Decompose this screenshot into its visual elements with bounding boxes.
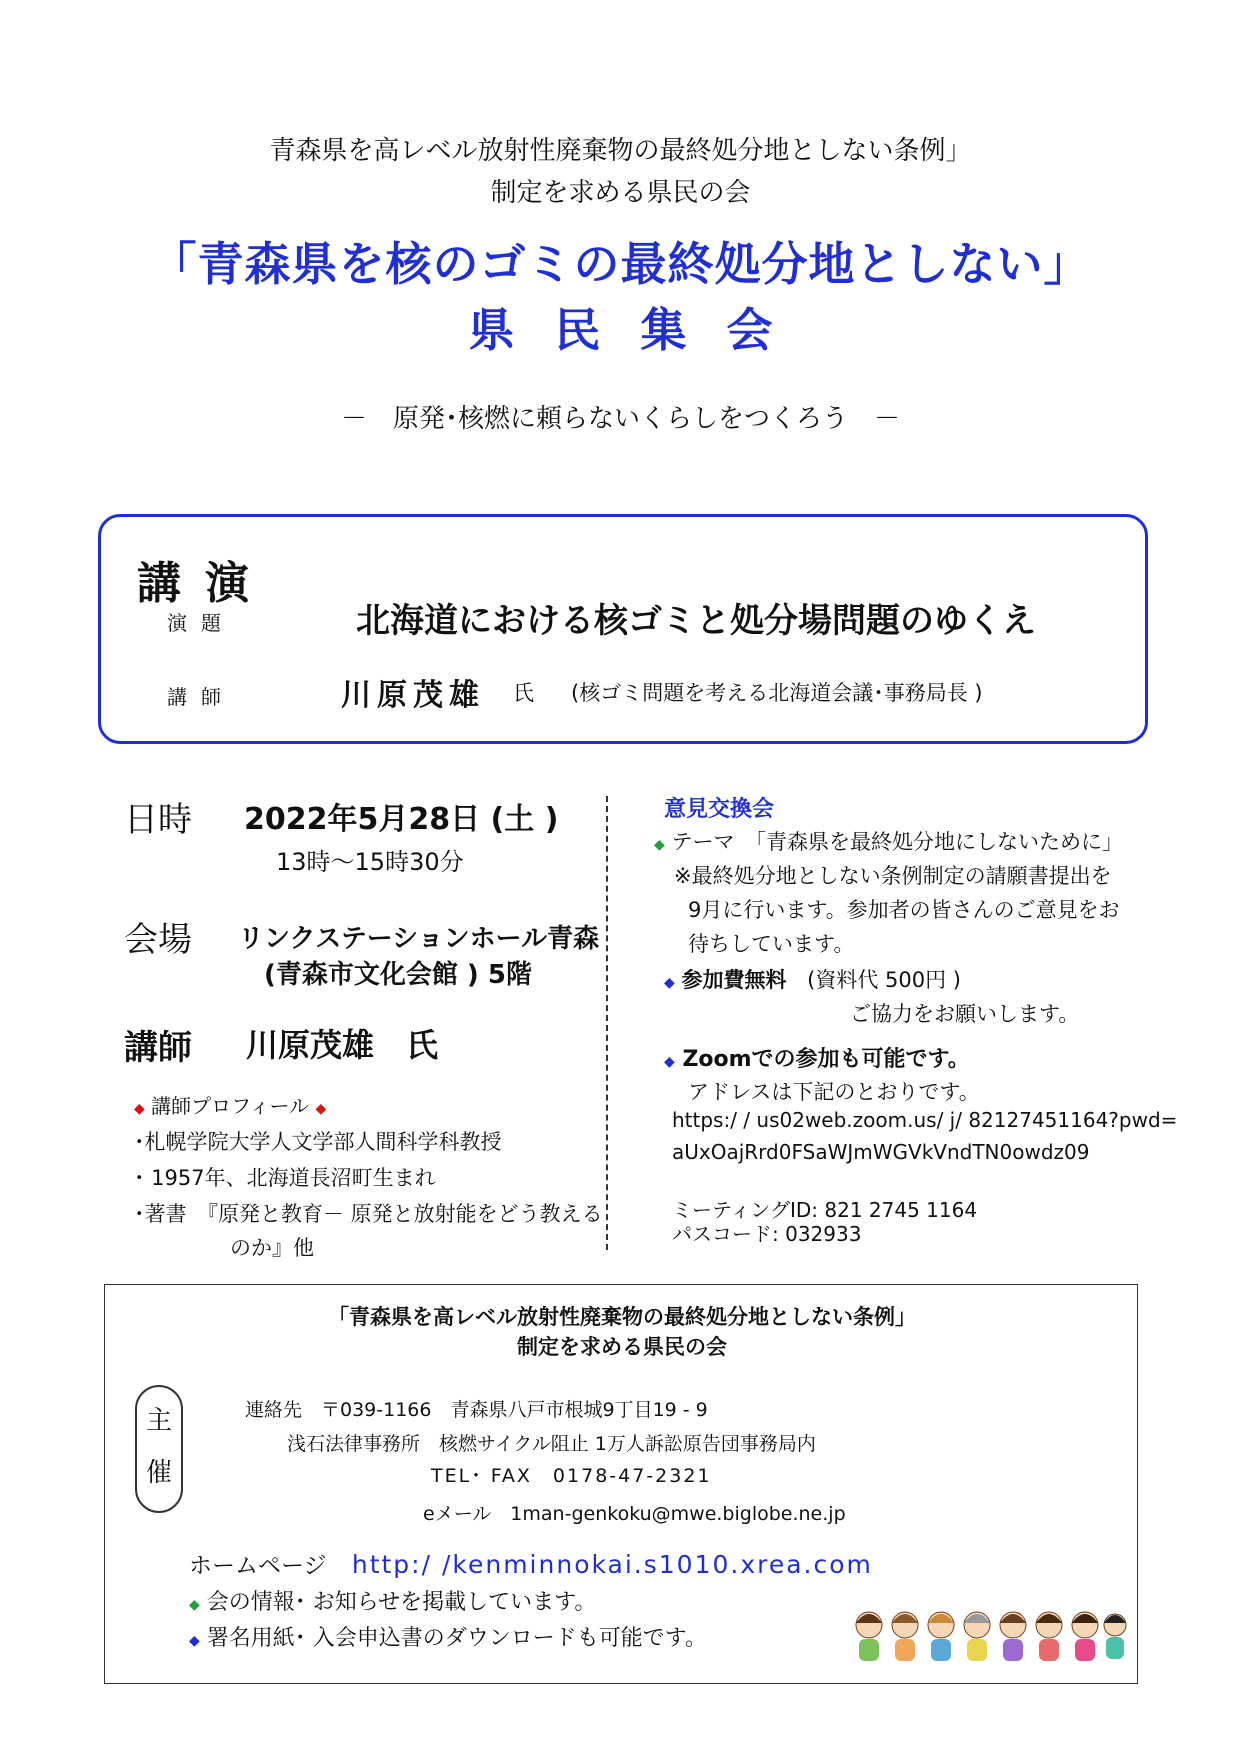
profile-title: ◆ 講師プロフィール ◆ bbox=[134, 1094, 327, 1118]
diamond-green-icon: ◆ bbox=[654, 837, 665, 853]
venue-line2: (青森市文化会館 ) 5階 bbox=[264, 960, 532, 990]
lecture-speaker: 川原茂雄 bbox=[341, 678, 485, 713]
sponsor-char: 主 bbox=[145, 1406, 172, 1436]
passcode: パスコード: 032933 bbox=[672, 1222, 862, 1246]
diamond-blue-icon: ◆ bbox=[189, 1633, 200, 1649]
exchange-note: 9月に行います。参加者の皆さんのご意見をお bbox=[688, 898, 1120, 922]
event-date: 2022年5月28日 (土 ) bbox=[244, 802, 559, 837]
footer-note2: ◆ 署名用紙･ 入会申込書のダウンロードも可能です。 bbox=[189, 1626, 708, 1651]
event-subtitle: － 原発･核燃に頼らないくらしをつくろう － bbox=[340, 404, 900, 434]
diamond-blue-icon: ◆ bbox=[664, 1054, 675, 1070]
fee-line: ◆ 参加費無料 (資料代 500円 ) bbox=[664, 968, 961, 992]
contact-tel: TEL･ FAX 0178-47-2321 bbox=[431, 1465, 712, 1487]
profile-item: ･著書 『原発と教育－ 原発と放射能をどう教える bbox=[134, 1202, 603, 1226]
child-figure bbox=[892, 1612, 918, 1661]
footer-note1: ◆ 会の情報･ お知らせを掲載しています。 bbox=[189, 1590, 597, 1615]
topic-label: 演題 bbox=[167, 611, 235, 635]
sponsor-char: 催 bbox=[145, 1458, 172, 1488]
footer-org-line1: 「青森県を高レベル放射性廃棄物の最終処分地としない条例」 bbox=[328, 1305, 916, 1329]
lecture-topic: 北海道における核ゴミと処分場問題のゆくえ bbox=[356, 601, 1036, 641]
profile-item: ･ 1957年、北海道長沼町生まれ bbox=[134, 1166, 436, 1190]
speaker-label-2: 講師 bbox=[124, 1028, 192, 1068]
profile-item: ･札幌学院大学人文学部人間科学科教授 bbox=[134, 1130, 502, 1154]
footer-box bbox=[104, 1284, 1138, 1684]
event-title: 「青森県を核のゴミの最終処分地としない」 bbox=[150, 237, 1091, 291]
child-figure bbox=[1000, 1612, 1026, 1661]
homepage-link[interactable]: http:/ /kenminnokai.s1010.xrea.com bbox=[351, 1550, 873, 1579]
contact-address: 連絡先 〒039-1166 青森県八戸市根城9丁目19 - 9 bbox=[245, 1399, 708, 1421]
children-illustration bbox=[847, 1603, 1127, 1671]
homepage-line: ホームページ http:/ /kenminnokai.s1010.xrea.com bbox=[189, 1550, 873, 1579]
zoom-address-label: アドレスは下記のとおりです。 bbox=[688, 1080, 980, 1104]
speaker-name-2: 川原茂雄 氏 bbox=[246, 1026, 439, 1064]
exchange-title: 意見交換会 bbox=[664, 797, 775, 822]
column-divider bbox=[606, 796, 608, 1250]
speaker-label: 講師 bbox=[167, 685, 235, 709]
zoom-url-cont[interactable]: aUxOajRrd0FSaWJmWGVkVndTN0owdz09 bbox=[672, 1140, 1090, 1164]
organizer-line2: 制定を求める県民の会 bbox=[490, 178, 751, 208]
diamond-red-icon: ◆ bbox=[134, 1101, 145, 1117]
contact-email[interactable]: eメール 1man-genkoku@mwe.biglobe.ne.jp bbox=[423, 1503, 846, 1525]
event-time: 13時～15時30分 bbox=[276, 848, 464, 876]
venue-label: 会場 bbox=[124, 920, 192, 960]
exchange-note: 待ちしています。 bbox=[688, 932, 855, 956]
event-title-assembly: 県民集会 bbox=[468, 303, 813, 357]
child-figure bbox=[1072, 1612, 1098, 1661]
sponsor-badge bbox=[135, 1385, 183, 1513]
contact-office: 浅石法律事務所 核燃サイクル阻止 1万人訴訟原告団事務局内 bbox=[287, 1433, 816, 1455]
child-figure bbox=[1104, 1614, 1126, 1659]
child-figure bbox=[1036, 1612, 1062, 1661]
meeting-id: ミーティングID: 821 2745 1164 bbox=[672, 1198, 978, 1222]
child-figure bbox=[964, 1612, 990, 1661]
fee-request: ご協力をお願いします。 bbox=[850, 1002, 1080, 1026]
diamond-green-icon: ◆ bbox=[189, 1597, 200, 1613]
venue-line1: リンクステーションホール青森 bbox=[238, 924, 600, 954]
zoom-url[interactable]: https:/ / us02web.zoom.us/ j/ 82127451164?pwd= bbox=[672, 1108, 1178, 1132]
lecture-heading: 講演 bbox=[137, 558, 273, 609]
datetime-label: 日時 bbox=[124, 800, 192, 840]
exchange-note: ※最終処分地としない条例制定の請願書提出を bbox=[674, 864, 1112, 888]
child-figure bbox=[856, 1612, 882, 1661]
diamond-blue-icon: ◆ bbox=[664, 975, 675, 991]
speaker-suffix: 氏 bbox=[513, 681, 534, 705]
exchange-theme: ◆ テーマ 「青森県を最終処分地にしないために」 bbox=[654, 830, 1123, 854]
lecture-box bbox=[98, 514, 1148, 744]
footer-org-line2: 制定を求める県民の会 bbox=[517, 1335, 727, 1359]
diamond-red-icon: ◆ bbox=[315, 1101, 327, 1117]
organizer-line1: 青森県を高レベル放射性廃棄物の最終処分地としない条例」 bbox=[269, 136, 972, 166]
zoom-line: ◆ Zoomでの参加も可能です。 bbox=[664, 1047, 970, 1072]
speaker-affiliation: (核ゴミ問題を考える北海道会議･事務局長 ) bbox=[571, 681, 983, 705]
child-figure bbox=[928, 1612, 954, 1661]
profile-item: のか』他 bbox=[230, 1236, 314, 1260]
